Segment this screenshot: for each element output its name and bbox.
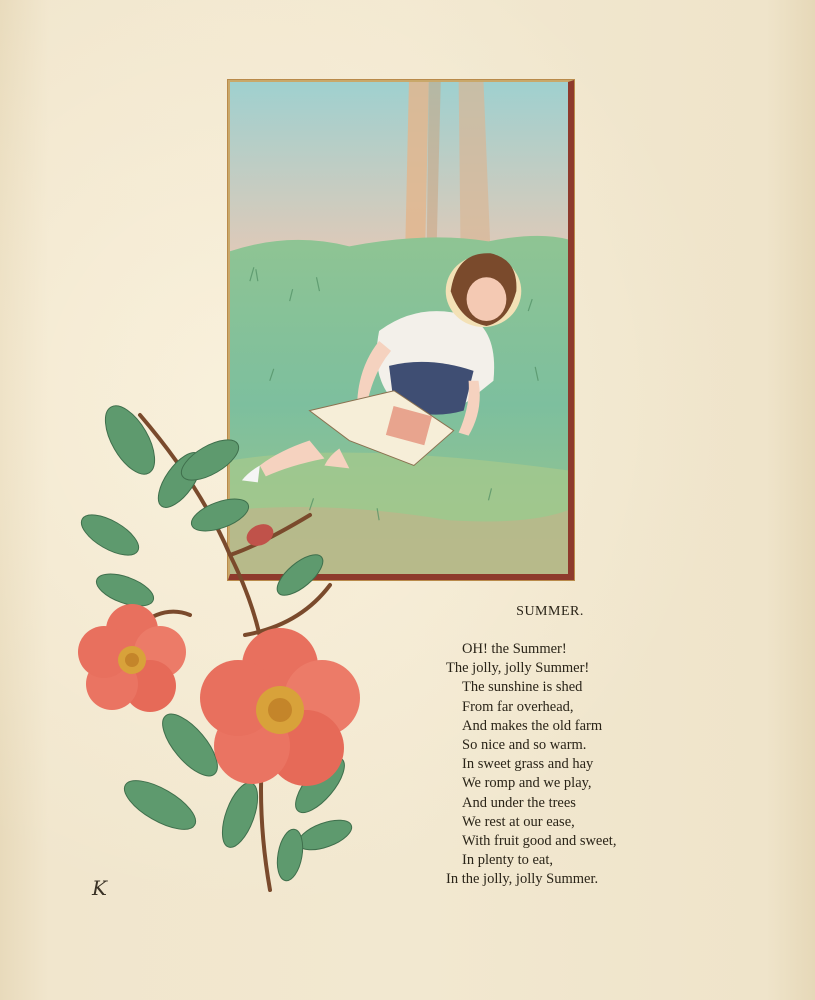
poem-body bbox=[440, 640, 700, 889]
poem-line: So nice and so warm. bbox=[462, 736, 587, 753]
poem-line: We romp and we play, bbox=[462, 775, 592, 792]
poem-line: With fruit good and sweet, bbox=[462, 832, 617, 849]
poem-line: The sunshine is shed bbox=[462, 679, 583, 696]
poem-line: And makes the old farm bbox=[462, 717, 603, 734]
poem-line: We rest at our ease, bbox=[462, 813, 575, 830]
poem-line: In plenty to eat, bbox=[462, 852, 554, 869]
wild-rose-illustration bbox=[70, 385, 370, 895]
poem-line: OH! the Summer! bbox=[462, 641, 567, 657]
poem-line: The jolly, jolly Summer! bbox=[446, 660, 590, 677]
artist-signature: K bbox=[92, 876, 107, 900]
poem-line: In the jolly, jolly Summer. bbox=[446, 871, 599, 888]
poem-line: In sweet grass and hay bbox=[462, 756, 594, 773]
poem-title: SUMMER. bbox=[516, 604, 584, 619]
poem-line: From far overhead, bbox=[462, 698, 574, 715]
poem-line: And under the trees bbox=[462, 794, 576, 811]
